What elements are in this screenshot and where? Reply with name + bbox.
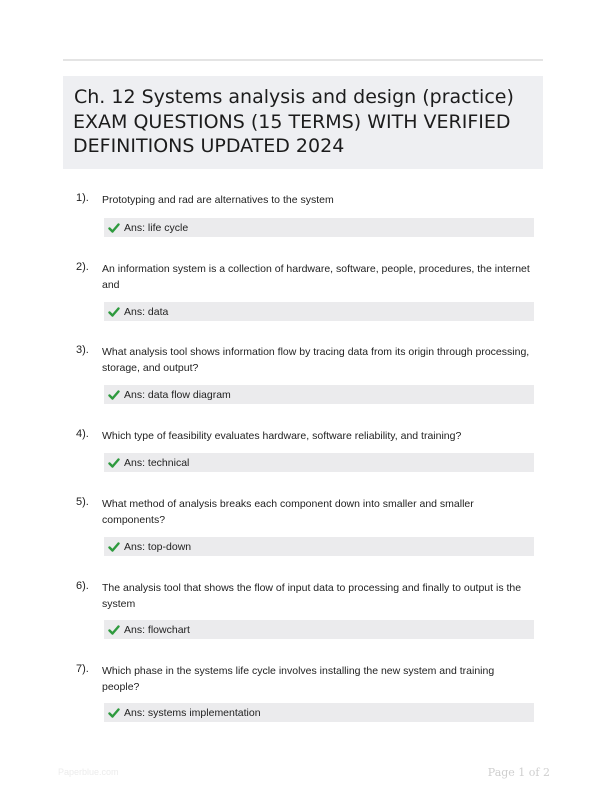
answer-box [104, 537, 534, 556]
question-number: 4). [76, 428, 89, 440]
answer-box [104, 453, 534, 472]
title-line-2: EXAM QUESTIONS (15 TERMS) WITH VERIFIED [73, 110, 511, 133]
top-divider [63, 59, 543, 61]
document-title-box [63, 76, 543, 169]
question-number: 3). [76, 344, 89, 356]
answer-text: Ans: systems implementation [124, 706, 261, 719]
answer-box [104, 218, 534, 237]
checkmark-icon [108, 541, 120, 553]
answer-box [104, 302, 534, 321]
question-number: 7). [76, 663, 89, 675]
answer-box [104, 703, 534, 722]
question-text: Which type of feasibility evaluates hardware, software reliability, and training? [102, 430, 462, 442]
checkmark-icon [108, 389, 120, 401]
question-number: 5). [76, 496, 89, 508]
answer-box [104, 620, 534, 639]
answer-box [104, 385, 534, 404]
answer-text: Ans: data flow diagram [124, 388, 231, 401]
question-text: An information system is a collection of hardware, software, people, procedures, the internet and [102, 263, 530, 291]
question-number: 1). [76, 192, 89, 204]
checkmark-icon [108, 306, 120, 318]
answer-text: Ans: technical [124, 456, 190, 469]
question-text: What analysis tool shows information flow by tracing data from its origin through processing, storage, and output? [102, 346, 530, 374]
checkmark-icon [108, 624, 120, 636]
page-number: Page 1 of 2 [487, 766, 550, 779]
checkmark-icon [108, 457, 120, 469]
answer-text: Ans: life cycle [124, 221, 189, 234]
question-text: Prototyping and rad are alternatives to the system [102, 194, 334, 206]
checkmark-icon [108, 222, 120, 234]
question-number: 6). [76, 580, 89, 592]
checkmark-icon [108, 707, 120, 719]
footer-watermark: Paperblue.com [58, 767, 119, 777]
title-line-1: Ch. 12 Systems analysis and design (practice) [74, 86, 514, 108]
answer-text: Ans: flowchart [124, 623, 190, 636]
question-text: What method of analysis breaks each component down into smaller and smaller components? [102, 498, 474, 526]
question-text: Which phase in the systems life cycle involves installing the new system and training people? [102, 665, 495, 693]
title-line-3: DEFINITIONS UPDATED 2024 [73, 135, 345, 157]
question-text: The analysis tool that shows the flow of input data to processing and finally to output is the system [102, 582, 522, 610]
answer-text: Ans: data [124, 305, 169, 318]
question-number: 2). [76, 261, 89, 273]
answer-text: Ans: top-down [124, 540, 192, 553]
